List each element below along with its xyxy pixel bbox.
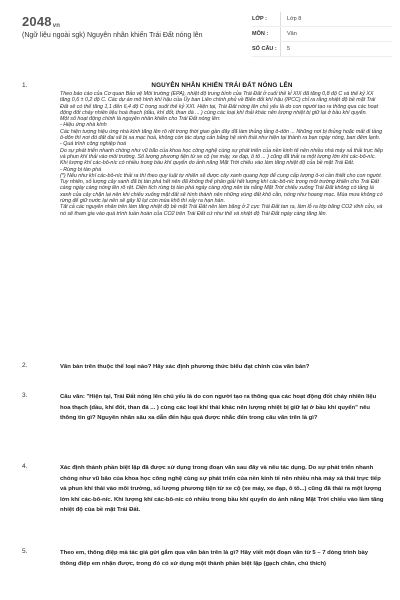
info-value: Lớp 8 [280, 12, 301, 26]
passage-paragraph: Các hiện tượng hiệu ứng nhà kính tăng lên rõ rệt trong thời gian gần đây đã làm thủng tầng ô-dôn ... Những nơi bị thủng hoặc mất đi tầng ô-dôn thì nơi đó đất đai sẽ bị sa mạc hoá, không còn tác dụng cản bằng hệ sinh thái như hiện tại thành ra bạn ngày nóng, ban đêm lạnh. [60, 128, 383, 142]
info-value: Văn [280, 27, 297, 41]
passage-paragraph: Một số hoạt động chính là nguyên nhân khiến cho Trái Đất nóng lên: [60, 116, 221, 123]
passage-paragraph: (*) Nếu như khí các-bô-níc thải ra thì theo quy luật tự nhiên sẽ được cây xanh quang hợp để cung cấp lượng ô-xi cần thiết cho con người. Tuy nhiên, số lượng cây xanh đã bị tàn phá hết nên đã không thể phân giải hết lượng khí các-bô-níc trong môi trường khiến cho Trái Đất càng ngày càng nóng lên rõ rệt. Diện tích rừng bị tàn phá ngày càng rộng nên tia nắng Mặt Trời chiếu xuống Trái Đất không có tầng lá xanh của cây chặn lại nên khi chiếu xuống mặt đất sẽ hình thành nên những vùng đất khô cằn, nóng như hoang mạc. Mùa mưa không có rừng để giữ nước lại nên sẽ gây lũ lụt còn mùa khô thì xảy ra hạn hán. [60, 172, 383, 205]
question-text: Theo em, thông điệp mà tác giả gửi gắm qua văn bản trên là gì? Hãy viết một đoạn văn từ 5 – 7 dòng trình bày thông điệp em nhận được, trong đó có sử dụng một thành phần biệt lập (gạch chân, chú thích) [60, 550, 369, 567]
question-text: Xác định thành phần biệt lập đã được sử dụng trong đoạn văn sau đây và nêu tác dụng. Do sự phát triển nhanh chóng như vũ bão của khoa học công nghệ cùng sự phát triển của nền kinh tế nên nhiều nhà máy xả thải trực tiếp và phun khí thải vào môi trường, số lượng phương tiện từ xe cộ (xe máy, xe đạp, ô tô...) cũng đã thải ra một lượng lớn khí các-bô-níc. Khi lượng khí các-bô-níc có nhiều trong bầu khí quyển do ảnh năng Mặt Trời chiếu vào làm tăng nhiệt độ của bề mặt Trái Đất. [60, 465, 384, 514]
question-number: 5. [22, 548, 28, 555]
passage-paragraph: - Rừng bị tàn phá [60, 166, 102, 173]
header [0, 0, 400, 62]
passage-paragraph: - Quá trình công nghiệp hoá [60, 141, 126, 148]
info-label: MÔN : [252, 31, 269, 37]
info-table [252, 12, 392, 57]
question-number: 4. [22, 463, 28, 470]
info-label: LỚP : [252, 16, 267, 22]
passage-paragraph: Theo báo cáo của Cơ quan Bảo vệ Môi trường (EPA), nhiệt độ trung bình của Trái Đất ở cuối thế kỉ XIX đã tăng 0,8 độ C và thế kỷ XX tăng 0,6 ± 0,2 độ C. Các dự án mô hình khí hậu của Ủy ban Liên chính phủ về Biến đổi khí hậu (IPCC) chỉ ra rằng nhiệt độ bề mặt Trái Đất sẽ có thể tăng 1,1 đến 6,4 độ C trong suốt thế kỷ XXI. Hiện tại, Trái Đất nóng lên chủ yếu là do con người tạo ra thông qua các hoạt động đốt cháy nhiên liệu hoá thạch (dầu, khí đốt, than đá ... ) cùng các loại khí thải khác nên lượng nhiệt bị giữ lại ở bầu khí quyển. [60, 91, 378, 116]
info-value: 5 [280, 42, 290, 56]
info-label: SỐ CÂU : [252, 46, 277, 52]
document-title: (Ngữ liệu ngoài sgk) Nguyên nhân khiến Trái Đất nóng lên [22, 32, 203, 39]
site-logo[interactable]: 2048vn [22, 14, 61, 29]
question-number: 2. [22, 362, 28, 369]
logo-suffix: vn [52, 23, 61, 29]
question-number: 3. [22, 392, 28, 399]
passage [60, 82, 384, 217]
info-row-subject [252, 27, 392, 42]
passage-paragraph: Do sự phát triển nhanh chóng như vũ bão của khoa học công nghệ cùng sự phát triển của nền kinh tế nên nhiều nhà máy xả thải trực tiếp và phun khí thải vào môi trường. Số lượng phương tiện từ xe cộ (xe máy, xe đạp, ô tô ... ) cũng đã thải ra một lượng lớn khí các-bô-níc. Khi lượng khí các-bô-níc có nhiều trong bầu khí quyển do ảnh năng Mặt Trời chiếu vào làm tăng nhiệt độ của bề mặt Trái Đất. [60, 147, 383, 167]
passage-title: NGUYÊN NHÂN KHIẾN TRÁI ĐẤT NÓNG LÊN [151, 82, 293, 89]
info-row-class [252, 12, 392, 27]
passage-paragraph: - Hiệu ứng nhà kính [60, 122, 107, 129]
question-text: Văn bản trên thuộc thể loại nào? Hãy xác định phương thức biểu đạt chính của văn bản? [60, 364, 310, 370]
question-number: 1. [22, 82, 28, 89]
passage-paragraph: Tất cả các nguyên nhân trên làm tăng nhiệt độ bề mặt Trái Đất nên làm băng ở 2 cực Trái Đất tan ra, làm lỗ ra lớp băng CO2 vĩnh cửu, và nó sẽ tham gia vào quá trình tuần hoàn của CO2 trên Trái Đất cứ như thế và nhiệt độ Trái Đất ngày càng tăng lên. [60, 204, 383, 217]
info-row-count [252, 42, 392, 57]
question-text: Câu văn: "Hiện tại, Trái Đất nóng lên chủ yếu là do con người tạo ra thông qua các hoạt động đốt cháy nhiên liệu hoa thạch (dầu, khí đốt, than đá ... ) cùng các loại khí thải khác nên lượng nhiệt bị giữ lại ở bầu khí quyển" nêu thông tin gì? Nguyên nhân sâu xa dẫn đến hậu quả được nhắc đến trong câu văn trên là gì? [60, 394, 377, 422]
